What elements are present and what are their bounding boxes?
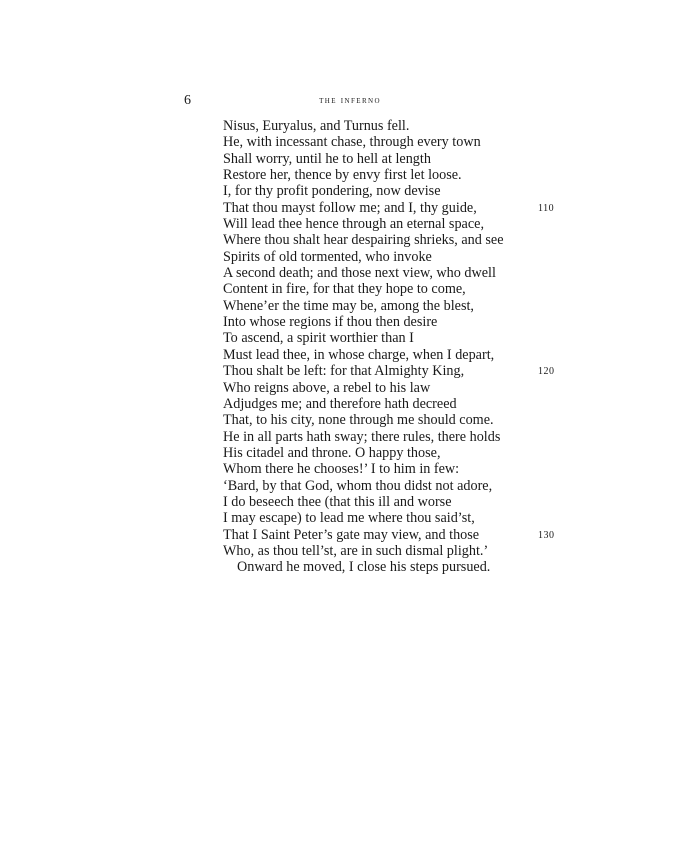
verse-line: That, to his city, none through me should come. (223, 412, 494, 429)
verse-line: Restore her, thence by envy first let loose. (223, 167, 462, 184)
verse-line: That I Saint Peter’s gate may view, and those 130 (223, 526, 555, 543)
verse-line: Must lead thee, in whose charge, when I depart, (223, 346, 495, 363)
verse-line: He, with incessant chase, through every town (223, 134, 481, 151)
line-number: 110 (538, 202, 555, 214)
verse-line: Spirits of old tormented, who invoke (223, 248, 432, 265)
verse-line: I do beseech thee (that this ill and worse (223, 493, 452, 510)
verse-line: ‘Bard, by that God, whom thou didst not adore, (223, 477, 493, 494)
verse-line: Will lead thee hence through an eternal space, (223, 216, 484, 233)
verse-line: To ascend, a spirit worthier than I (223, 330, 414, 347)
verse-line: Adjudges me; and therefore hath decreed (223, 395, 457, 412)
line-number: 130 (538, 529, 555, 541)
verse-line: Into whose regions if thou then desire (223, 314, 438, 331)
verse-line: I may escape) to lead me where thou said’st, (223, 510, 475, 527)
line-number: 120 (538, 366, 555, 378)
verse-line: Content in fire, for that they hope to come, (223, 281, 466, 298)
verse-line: I, for thy profit pondering, now devise (223, 183, 441, 200)
verse-line: Where thou shalt hear despairing shrieks, and see (223, 232, 504, 249)
running-head: the inferno (319, 95, 381, 106)
verse-line: He in all parts hath sway; there rules, there holds (223, 428, 501, 445)
verse-line: Who reigns above, a rebel to his law (223, 379, 431, 396)
verse-line: Shall worry, until he to hell at length (223, 150, 431, 167)
verse-line: His citadel and throne. O happy those, (223, 444, 441, 461)
verse-block (223, 118, 563, 576)
verse-line: Who, as thou tell’st, are in such dismal plight.’ (223, 542, 489, 559)
verse-line: Whom there he chooses!’ I to him in few: (223, 461, 460, 478)
verse-line: That thou mayst follow me; and I, thy guide, 110 (223, 199, 555, 216)
verse-line: Nisus, Euryalus, and Turnus fell. (223, 118, 410, 134)
verse-line: Onward he moved, I close his steps pursued. (237, 559, 491, 576)
verse-line: A second death; and those next view, who dwell (223, 265, 496, 282)
verse-line: Thou shalt be left: for that Almighty King, 120 (223, 363, 555, 380)
verse-line: Whene’er the time may be, among the blest, (223, 297, 474, 314)
page-number: 6 (184, 93, 191, 108)
